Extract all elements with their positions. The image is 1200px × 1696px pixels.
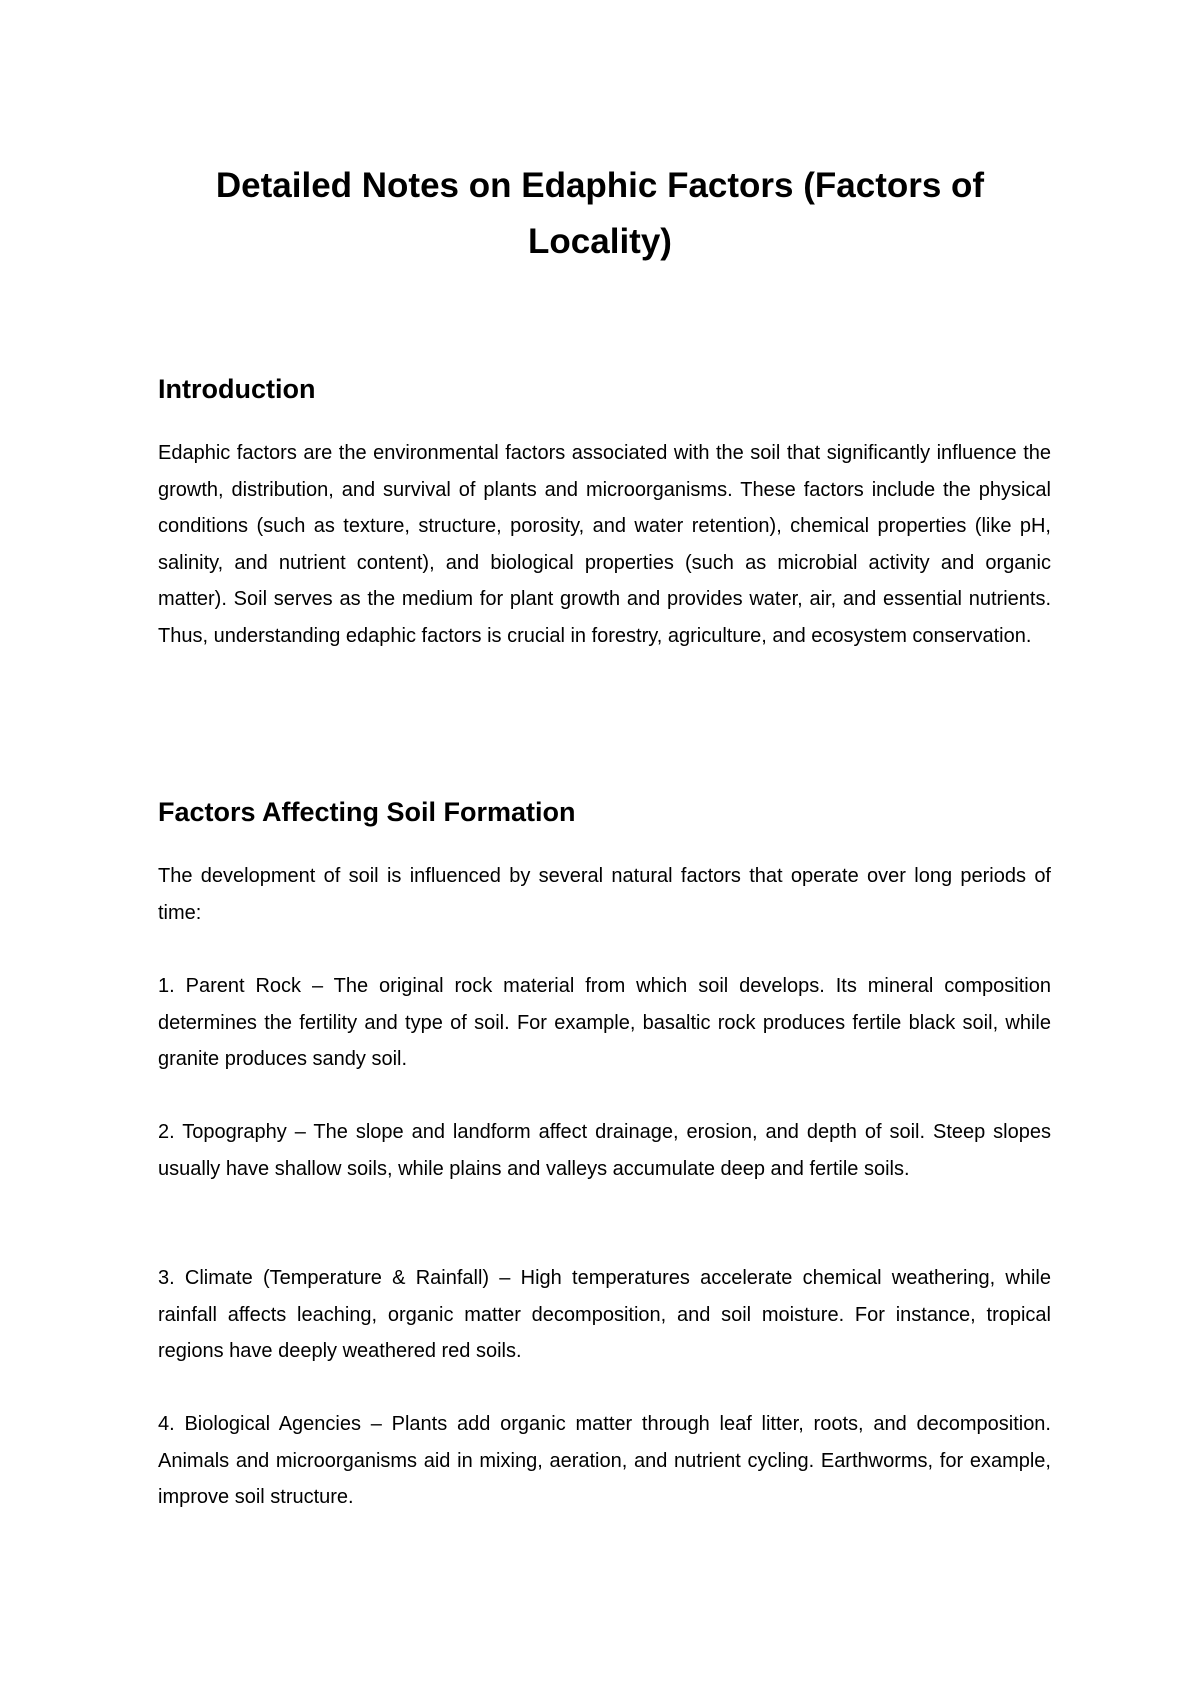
section-heading-soil-formation: Factors Affecting Soil Formation (158, 797, 576, 827)
introduction-paragraph: Edaphic factors are the environmental factors associated with the soil that significantly influence the growth, distribution, and survival of plants and microorganisms. These factors include the physical conditions (such as texture, structure, porosity, and water retention), chemical properties (like pH, salinity, and nutrient content), and biological properties (such as microbial activity and organic matter). Soil serves as the medium for plant growth and provides water, air, and essential nutrients. Thus, understanding edaphic factors is crucial in forestry, agriculture, and ecosystem conservation. (158, 442, 1051, 647)
list-item-biological-agencies: 4. Biological Agencies – Plants add organic matter through leaf litter, roots, and decomposition. Animals and microorganisms aid in mixing, aeration, and nutrient cycling. Earthworms, for example, improve soil structure. (158, 1413, 1051, 1508)
list-item-topography: 2. Topography – The slope and landform affect drainage, erosion, and depth of soil. Steep slopes usually have shallow soils, while plains and valleys accumulate deep and fertile soils. (158, 1121, 1051, 1180)
list-item-parent-rock: 1. Parent Rock – The original rock material from which soil develops. Its mineral composition determines the fertility and type of soil. For example, basaltic rock produces fertile black soil, while granite produces sandy soil. (158, 975, 1051, 1070)
soil-formation-intro-paragraph: The development of soil is influenced by several natural factors that operate over long periods of time: (158, 865, 1051, 924)
section-heading-introduction: Introduction (158, 374, 316, 404)
list-item-climate: 3. Climate (Temperature & Rainfall) – High temperatures accelerate chemical weathering, while rainfall affects leaching, organic matter decomposition, and soil moisture. For instance, tropical regions have deeply weathered red soils. (158, 1267, 1051, 1362)
document-title: Detailed Notes on Edaphic Factors (Factors of Locality) (215, 166, 985, 261)
